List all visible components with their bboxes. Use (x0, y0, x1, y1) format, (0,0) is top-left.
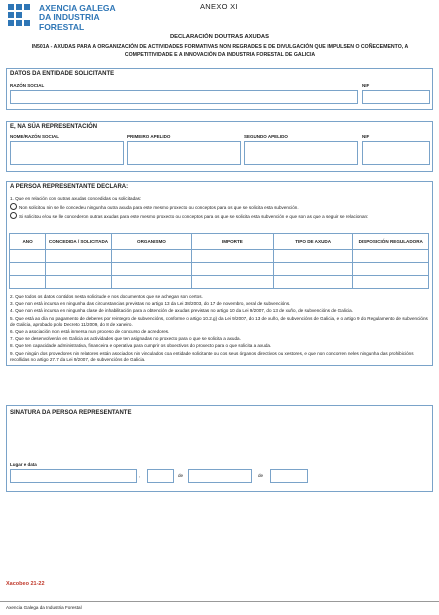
place-date-label: Lugar e data (10, 462, 37, 467)
rep-nif-field[interactable] (362, 141, 430, 165)
declaration-item-5: 5. Que está ao día no pagamento de deberes por reintegro de subvencións, conforme o artigo 10.2.g) da Lei 9/2007, do 13 de xuño, de subvencións de Galicia, e o artigo 9 do Regulamento de subvencións de Galicia, aprobado polo Decreto 11/2009, do 8 de xaneiro. (10, 315, 428, 327)
table-cell[interactable] (353, 263, 429, 276)
option-b-radio[interactable] (10, 212, 17, 219)
razon-social-field[interactable] (10, 90, 358, 104)
document-title: DECLARACIÓN DOUTRAS AXUDAS (170, 34, 269, 40)
comma-separator: , (139, 473, 141, 478)
col-disposicion: DISPOSICIÓN REGULADORA (353, 234, 429, 250)
table-cell[interactable] (273, 250, 353, 263)
col-tipo: TIPO DE AXUDA (273, 234, 353, 250)
table-cell[interactable] (353, 276, 429, 289)
document-subtitle: IN501A - AXUDAS PARA A ORGANIZACIÓN DE ACTIVIDADES FORMATIVAS NON REGRADES E DE DIVULGACIÓN QUE IMPULSEN O COÑECEMENTO, A COMPETITIVIDADE E A INNOVACIÓN DA INDUSTRIA FORESTAL DE GALICIA (31, 44, 409, 58)
rep-name-field[interactable] (10, 141, 124, 165)
xacobeo-logo: Xacobeo 21-22 (6, 581, 45, 587)
declaration-item-3: 3. Que non está incursa en ningunha das circunstancias previstas no artigo 13 da Lei 38/2003, do 17 de novembro, xeral de subvencións. (10, 301, 291, 307)
agency-name: AXENCIA GALEGA DA INDUSTRIA FORESTAL (39, 3, 116, 32)
rep-surname1-label: PRIMEIRO APELIDO (127, 134, 171, 139)
declaration-item-6: 6. Que a asociación non está inmersa nun proceso de concurso de acredores. (10, 329, 170, 335)
footer-agency: Axencia Galega da Industria Forestal (6, 605, 82, 610)
footer-divider (0, 601, 439, 602)
table-row (10, 276, 429, 289)
table-cell[interactable] (46, 250, 112, 263)
rep-surname2-field[interactable] (244, 141, 358, 165)
table-cell[interactable] (10, 276, 46, 289)
razon-social-label: RAZÓN SOCIAL (10, 83, 45, 88)
table-cell[interactable] (10, 250, 46, 263)
table-row (10, 250, 429, 263)
declaration-item-7: 7. Que se desenvolverán en Galicia as actividades que ten asignadas no proxecto para o que se solicita a axuda. (10, 336, 241, 342)
table-cell[interactable] (192, 276, 274, 289)
month-field[interactable] (188, 469, 252, 483)
table-cell[interactable] (273, 276, 353, 289)
rep-name-label: NOME/RAZÓN SOCIAL (10, 134, 59, 139)
table-cell[interactable] (192, 250, 274, 263)
declaration-item-1: 1. Que en relación con outras axudas concedidas ou solicitadas: (10, 196, 142, 201)
table-cell[interactable] (10, 263, 46, 276)
representative-heading: E, NA SÚA REPRESENTACIÓN (10, 124, 98, 130)
de-separator-1: de (178, 473, 184, 478)
table-cell[interactable] (111, 250, 191, 263)
rep-nif-label: NIF (362, 134, 370, 139)
entity-heading: DATOS DA ENTIDADE SOLICITANTE (10, 71, 115, 77)
table-cell[interactable] (46, 276, 112, 289)
entity-nif-label: NIF (362, 83, 370, 88)
table-cell[interactable] (192, 263, 274, 276)
col-ano: ANO (10, 234, 46, 250)
declaration-list (10, 294, 428, 363)
declaration-item-4: 4. Que non está incursa en ningunha clase de inhabilitación para a obtención de axudas previstas no artigo 10 da Lei 9/2007, do 13 de xuño, de subvencións de Galicia. (10, 308, 353, 314)
declaration-heading: A PERSOA REPRESENTANTE DECLARA: (10, 184, 129, 190)
declaration-item-9: 9. Que ningún dos provedores nin relatores están asociados nin vinculados coa entidade solicitante ou cos seus órganos directivos ou xestores, e que non concorren neles ningunha das prohibicións recollidas no artigo 27.7 da Lei 9/2007, de subvencións de Galicia. (10, 350, 414, 362)
entity-nif-field[interactable] (362, 90, 430, 104)
col-importe: IMPORTE (192, 234, 274, 250)
option-b-text: Si solicitou e/ou se lle concederon outras axudas para este mesmo proxecto ou conceptos para os que se solicita esta subvención e que son as que a seguir se relacionan: (19, 214, 369, 219)
col-organismo: ORGANISMO (111, 234, 191, 250)
place-field[interactable] (10, 469, 137, 483)
table-cell[interactable] (111, 276, 191, 289)
annex-label: ANEXO XI (200, 2, 238, 11)
rep-surname2-label: SEGUNDO APELIDO (244, 134, 288, 139)
de-separator-2: de (258, 473, 264, 478)
aid-table-header (10, 234, 429, 250)
agency-emblem-icon (6, 2, 36, 32)
table-row (10, 263, 429, 276)
option-a-radio[interactable] (10, 203, 17, 210)
option-b-row[interactable] (10, 212, 428, 220)
year-field[interactable] (270, 469, 308, 483)
day-field[interactable] (147, 469, 174, 483)
declaration-item-8: 8. Que ten capacidade administrativa, financeira e operativa para cumprir os obxectivos do proxecto para o que solicita a axuda. (10, 343, 272, 349)
table-cell[interactable] (46, 263, 112, 276)
col-concedida: CONCEDIDA / SOLICITADA (46, 234, 112, 250)
option-a-text: Non solicitou nin se lle concedeu ningunha outra axuda para este mesmo proxecto ou conceptos para os que se solicita esta subvención. (19, 205, 299, 210)
signature-heading: SINATURA DA PERSOA REPRESENTANTE (10, 410, 132, 416)
table-cell[interactable] (273, 263, 353, 276)
option-a-row[interactable] (10, 203, 428, 211)
aid-table (9, 233, 429, 289)
declaration-item-2: 2. Que todos os datos contidos nesta solicitude e nos documentos que se achegan son certos. (10, 294, 203, 299)
rep-surname1-field[interactable] (127, 141, 241, 165)
table-cell[interactable] (111, 263, 191, 276)
table-cell[interactable] (353, 250, 429, 263)
